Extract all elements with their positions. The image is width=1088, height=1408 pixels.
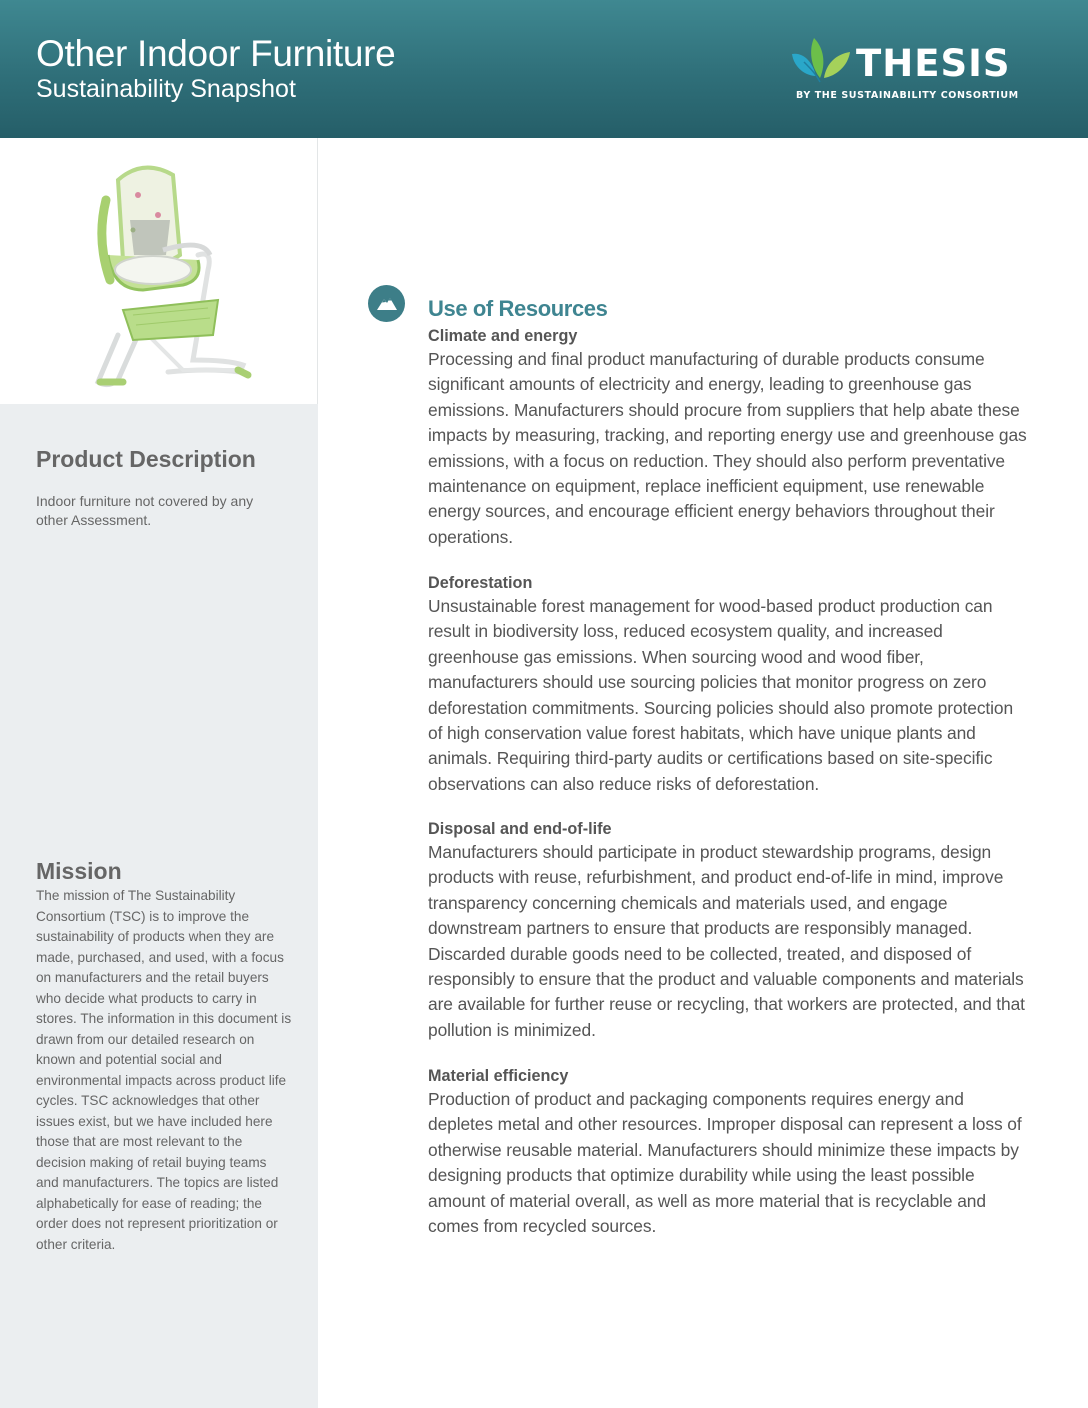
topic-heading: Deforestation <box>428 574 533 592</box>
topic-body: Unsustainable forest management for wood-based product production can result in biodiversity loss, reduced ecosystem quality, and increased greenhouse gas emissions. When sourcing wood and wood fiber, manufacturers should use sourcing policies that monitor progress on zero deforestation commitments. Sourcing policies should also promote protection of high conservation value forest habitats, which have unique plants and animals. Requiring third-party audits or certifications based on site-specific observations can also reduce risks of deforestation. <box>428 596 1014 794</box>
mountain-icon <box>368 285 405 322</box>
product-description-title: Product Description <box>36 446 256 472</box>
product-description-text: Indoor furniture not covered by any other Assessment. <box>36 493 254 528</box>
header-banner <box>0 0 1088 138</box>
section-title: Use of Resources <box>428 296 608 321</box>
topic-body: Manufacturers should participate in product stewardship programs, design products with reuse, refurbishment, and product end-of-life in mind, improve transparency concerning chemicals and materials used, and engage downstream partners to ensure that products are responsibly managed. Discarded durable goods need to be collected, treated, and disposed of responsibly to ensure that the product and valuable components and materials are available for further reuse or recycling, that workers are protected, and that pollution is minimized. <box>428 842 1025 1040</box>
logo-wordmark: THESIS <box>856 42 1011 85</box>
topic-heading: Climate and energy <box>428 327 578 345</box>
page-subtitle: Sustainability Snapshot <box>36 75 296 103</box>
topic-disposal-and-end-of-life <box>428 818 1028 1043</box>
topic-climate-and-energy <box>428 325 1028 550</box>
topic-material-efficiency <box>428 1065 1028 1239</box>
leaf-logo-icon <box>790 36 852 86</box>
baby-high-chair-photo <box>88 160 258 390</box>
thesis-logo <box>790 36 1030 106</box>
topic-body: Production of product and packaging components requires energy and depletes metal and other resources. Improper disposal can represent a loss of otherwise reusable material. Manufacturers should minimize these impacts by designing products that optimize durability while using the least possible amount of material overall, as well as more material that is recyclable and comes from recycled sources. <box>428 1089 1022 1237</box>
logo-tagline: BY THE SUSTAINABILITY CONSORTIUM <box>796 90 1019 101</box>
topic-body: Processing and final product manufacturing of durable products consume significant amounts of electricity and energy, leading to greenhouse gas emissions. Manufacturers should procure from suppliers that help abate these impacts by measuring, tracking, and reporting energy use and greenhouse gas emissions, with a focus on reduction. They should also perform preventative maintenance on equipment, replace inefficient equipment, use renewable energy sources, and encourage efficient energy behaviors throughout their operations. <box>428 349 1027 547</box>
mission-text: The mission of The Sustainability Consortium (TSC) is to improve the sustainability of products when they are made, purchased, and used, with a focus on manufacturers and the retail buyers who decide what products to carry in stores. The information in this document is drawn from our detailed research on known and potential social and environmental impacts across product life cycles. TSC acknowledges that other issues exist, but we have included here those that are most relevant to the decision making of retail buying teams and manufacturers. The topics are listed alphabetically for ease of reading; the order does not represent prioritization or other criteria. <box>36 888 292 1252</box>
topic-heading: Disposal and end-of-life <box>428 820 612 838</box>
mission-title: Mission <box>36 858 122 884</box>
page-title: Other Indoor Furniture <box>36 33 396 74</box>
topic-heading: Material efficiency <box>428 1067 569 1085</box>
topic-deforestation <box>428 572 1028 797</box>
